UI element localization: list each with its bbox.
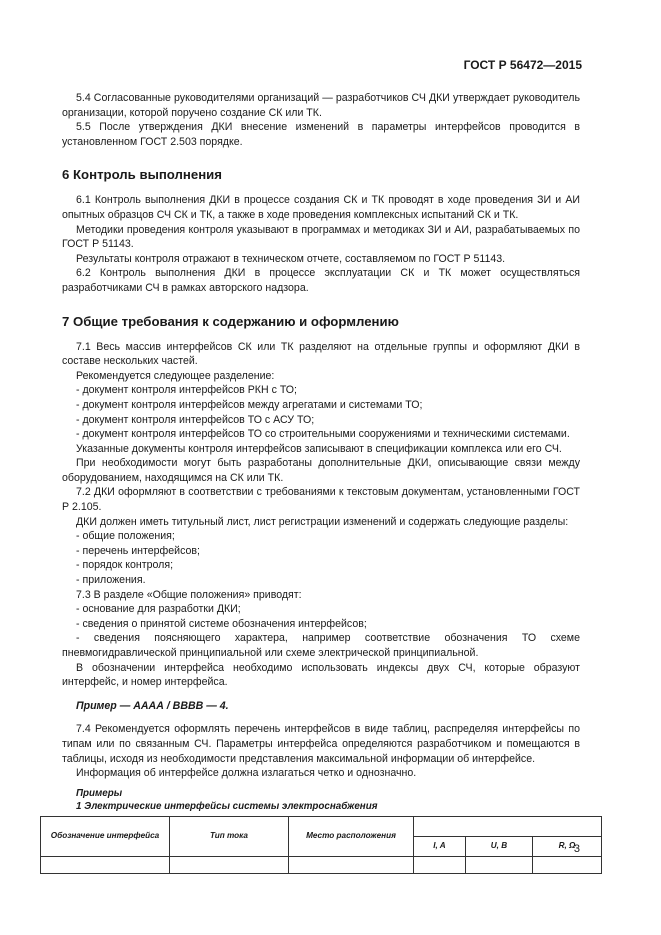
list-item: - перечень интерфейсов; xyxy=(76,544,200,557)
page-content xyxy=(50,91,580,874)
list-item: - порядок контроля; xyxy=(76,559,174,572)
list-item: - документ контроля интерфейсов ТО с АСУ ТО; xyxy=(76,413,315,426)
paragraph-6-1-methods: Методики проведения контроля указывают в программах и методиках ЗИ и АИ, разрабатываемых по ГОСТ Р 51143. xyxy=(62,223,580,251)
paragraph-6-1-results: Результаты контроля отражают в техническом отчете, составляемом по ГОСТ Р 51143. xyxy=(76,252,506,265)
example-line: Пример — АААА / ВВВВ — 4. xyxy=(76,699,229,712)
list-item: - документ контроля интерфейсов ТО со строительными сооружениями и техническими системами. xyxy=(76,428,570,441)
header-current: I, A xyxy=(414,836,466,856)
paragraph-5-5: 5.5 После утверждения ДКИ внесение изменений в параметры интерфейсов проводится в установленном ГОСТ 2.503 порядке. xyxy=(62,121,580,148)
examples-label: Примеры xyxy=(76,787,123,799)
paragraph-7-1-additional: При необходимости могут быть разработаны дополнительные ДКИ, описывающие связи между оборудованием, находящимся на СК или ТК. xyxy=(62,457,580,484)
paragraph-7-2-sections: ДКИ должен иметь титульный лист, лист регистрации изменений и содержать следующие разделы: xyxy=(76,515,569,528)
header-resistance: R, Ω xyxy=(533,836,602,856)
paragraph-5-4: 5.4 Согласованные руководителями организаций — разработчиков СЧ ДКИ утверждает руководитель организации, которой поручено создание СК или ТК. xyxy=(62,92,580,119)
list-item: - документ контроля интерфейсов РКН с ТО; xyxy=(76,384,297,397)
paragraph-6-1: 6.1 Контроль выполнения ДКИ в процессе создания СК и ТК проводят в ходе проведения ЗИ и АИ опытных образцов СЧ СК и ТК, а также в ходе проведения комплексных испытаний СК и ТК. xyxy=(62,194,580,221)
paragraph-7-1: 7.1 Весь массив интерфейсов СК или ТК разделяют на отдельные группы и оформляют ДКИ в составе нескольких частей. xyxy=(62,340,580,368)
header-location: Место расположения xyxy=(289,816,414,856)
table-header-row xyxy=(41,816,602,836)
header-parameters xyxy=(414,816,602,836)
page-number: 3 xyxy=(573,843,580,855)
list-item: - сведения о принятой системе обозначения интерфейсов; xyxy=(76,617,367,630)
list-item: - сведения поясняющего характера, например соответствие обозначения ТО схеме пневмогидравлической принципиальной или схеме электрической принципиальной. xyxy=(62,632,580,659)
paragraph-7-2: 7.2 ДКИ оформляют в соответствии с требованиями к текстовым документам, установленными ГОСТ Р 2.105. xyxy=(62,486,580,514)
list-item: - основание для разработки ДКИ; xyxy=(76,603,241,616)
paragraph-6-2: 6.2 Контроль выполнения ДКИ в процессе эксплуатации СК и ТК может осуществляться разработчиками СЧ в рамках авторского надзора. xyxy=(62,267,580,294)
paragraph-7-1-spec: Указанные документы контроля интерфейсов записывают в спецификации комплекса или его СЧ. xyxy=(76,442,562,455)
paragraph-7-3: 7.3 В разделе «Общие положения» приводят: xyxy=(76,588,302,601)
paragraph-7-4-clarity: Информация об интерфейсе должна излагаться четко и однозначно. xyxy=(76,767,417,780)
list-item: - документ контроля интерфейсов между агрегатами и системами ТО; xyxy=(76,398,423,411)
paragraph-7-4: 7.4 Рекомендуется оформлять перечень интерфейсов в виде таблиц, распределяя интерфейсы по типам или по связанным СЧ. Параметры интерфейса определяются разработчиком и помещаются в таблицы, исходя из необходимости представления максимальной информации об интерфейсе. xyxy=(62,723,580,765)
document-number: ГОСТ Р 56472—2015 xyxy=(463,58,582,72)
header-voltage: U, B xyxy=(465,836,532,856)
list-item: - общие положения; xyxy=(76,530,175,543)
section-6-heading: 6 Контроль выполнения xyxy=(62,167,222,183)
list-item: - приложения. xyxy=(76,574,146,587)
paragraph-7-3-designation: В обозначении интерфейса необходимо использовать индексы двух СЧ, которые образуют интерфейс, и номер интерфейса. xyxy=(62,661,580,689)
interfaces-table xyxy=(40,816,602,874)
section-7-heading: 7 Общие требования к содержанию и оформлению xyxy=(62,313,399,329)
header-designation: Обозначение интерфейса xyxy=(41,816,170,856)
table-caption: 1 Электрические интерфейсы системы электроснабжения xyxy=(76,800,378,812)
header-current-type: Тип тока xyxy=(170,816,289,856)
table-row xyxy=(41,856,602,873)
paragraph-7-1-recommend: Рекомендуется следующее разделение: xyxy=(76,369,275,382)
